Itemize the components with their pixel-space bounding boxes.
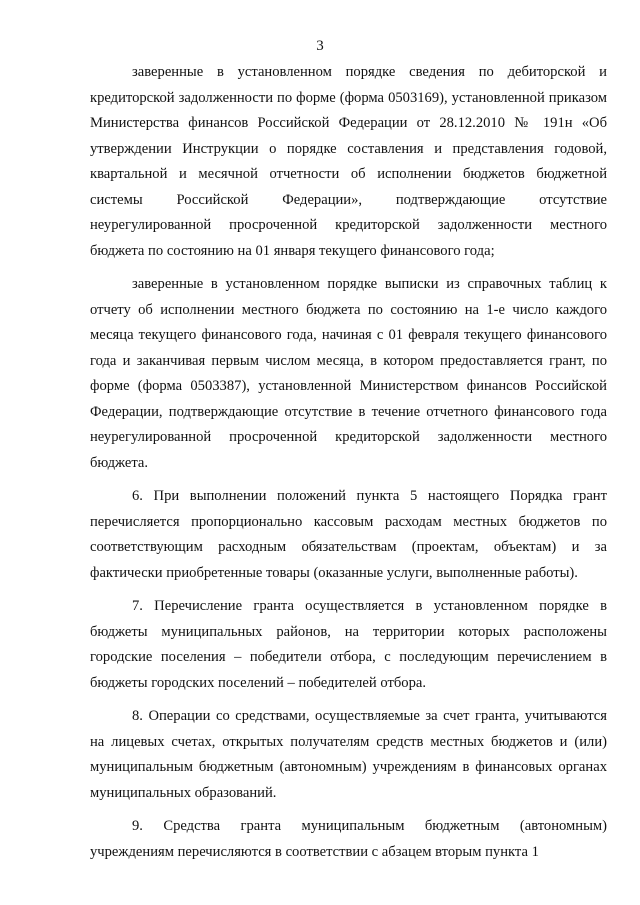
document-body bbox=[90, 60, 607, 865]
paragraph-reference-tables: заверенные в установленном порядке выписки из справочных таблиц к отчету об исполнении местного бюджета по состоянию на 1-е число каждого месяца текущего финансового года, начиная с 01 февраля текущего финансового года и заканчивая первым числом месяца, в котором предоставляется грант, по форме (форма 0503387), установленной Министерством финансов Российской Федерации, подтверждающие отсутствие в течение отчетного финансового года неурегулированной просроченной кредиторской задолженности местного бюджета. bbox=[90, 276, 607, 471]
page-number: 3 bbox=[316, 38, 324, 54]
paragraph-item-9: 9. Средства гранта муниципальным бюджетным (автономным) учреждениям перечисляются в соответствии с абзацем вторым пункта 1 bbox=[90, 818, 607, 860]
paragraph-item-6: 6. При выполнении положений пункта 5 настоящего Порядка грант перечисляется пропорционально кассовым расходам местных бюджетов по соответствующим расходным обязательствам (проектам, объектам) и за фактически приобретенные товары (оказанные услуги, выполненные работы). bbox=[90, 488, 607, 581]
paragraph-debt-statements: заверенные в установленном порядке сведения по дебиторской и кредиторской задолженности по форме (форма 0503169), установленной приказом Министерства финансов Российской Федерации от 28.12.2010 № 191н «Об утверждении Инструкции о порядке составления и представления годовой, квартальной и месячной отчетности об исполнении бюджетов бюджетной системы Российской Федерации», подтверждающие отсутствие неурегулированной просроченной кредиторской задолженности местного бюджета по состоянию на 01 января текущего финансового года; bbox=[90, 64, 607, 259]
paragraph-item-7: 7. Перечисление гранта осуществляется в установленном порядке в бюджеты муниципальных районов, на территории которых расположены городские поселения – победители отбора, с последующим перечислением в бюджеты городских поселений – победителей отбора. bbox=[90, 598, 607, 691]
paragraph-item-8: 8. Операции со средствами, осуществляемые за счет гранта, учитываются на лицевых счетах, открытых получателям средств местных бюджетов и (или) муниципальным бюджетным (автономным) учреждениям в финансовых органах муниципальных образований. bbox=[90, 708, 607, 801]
